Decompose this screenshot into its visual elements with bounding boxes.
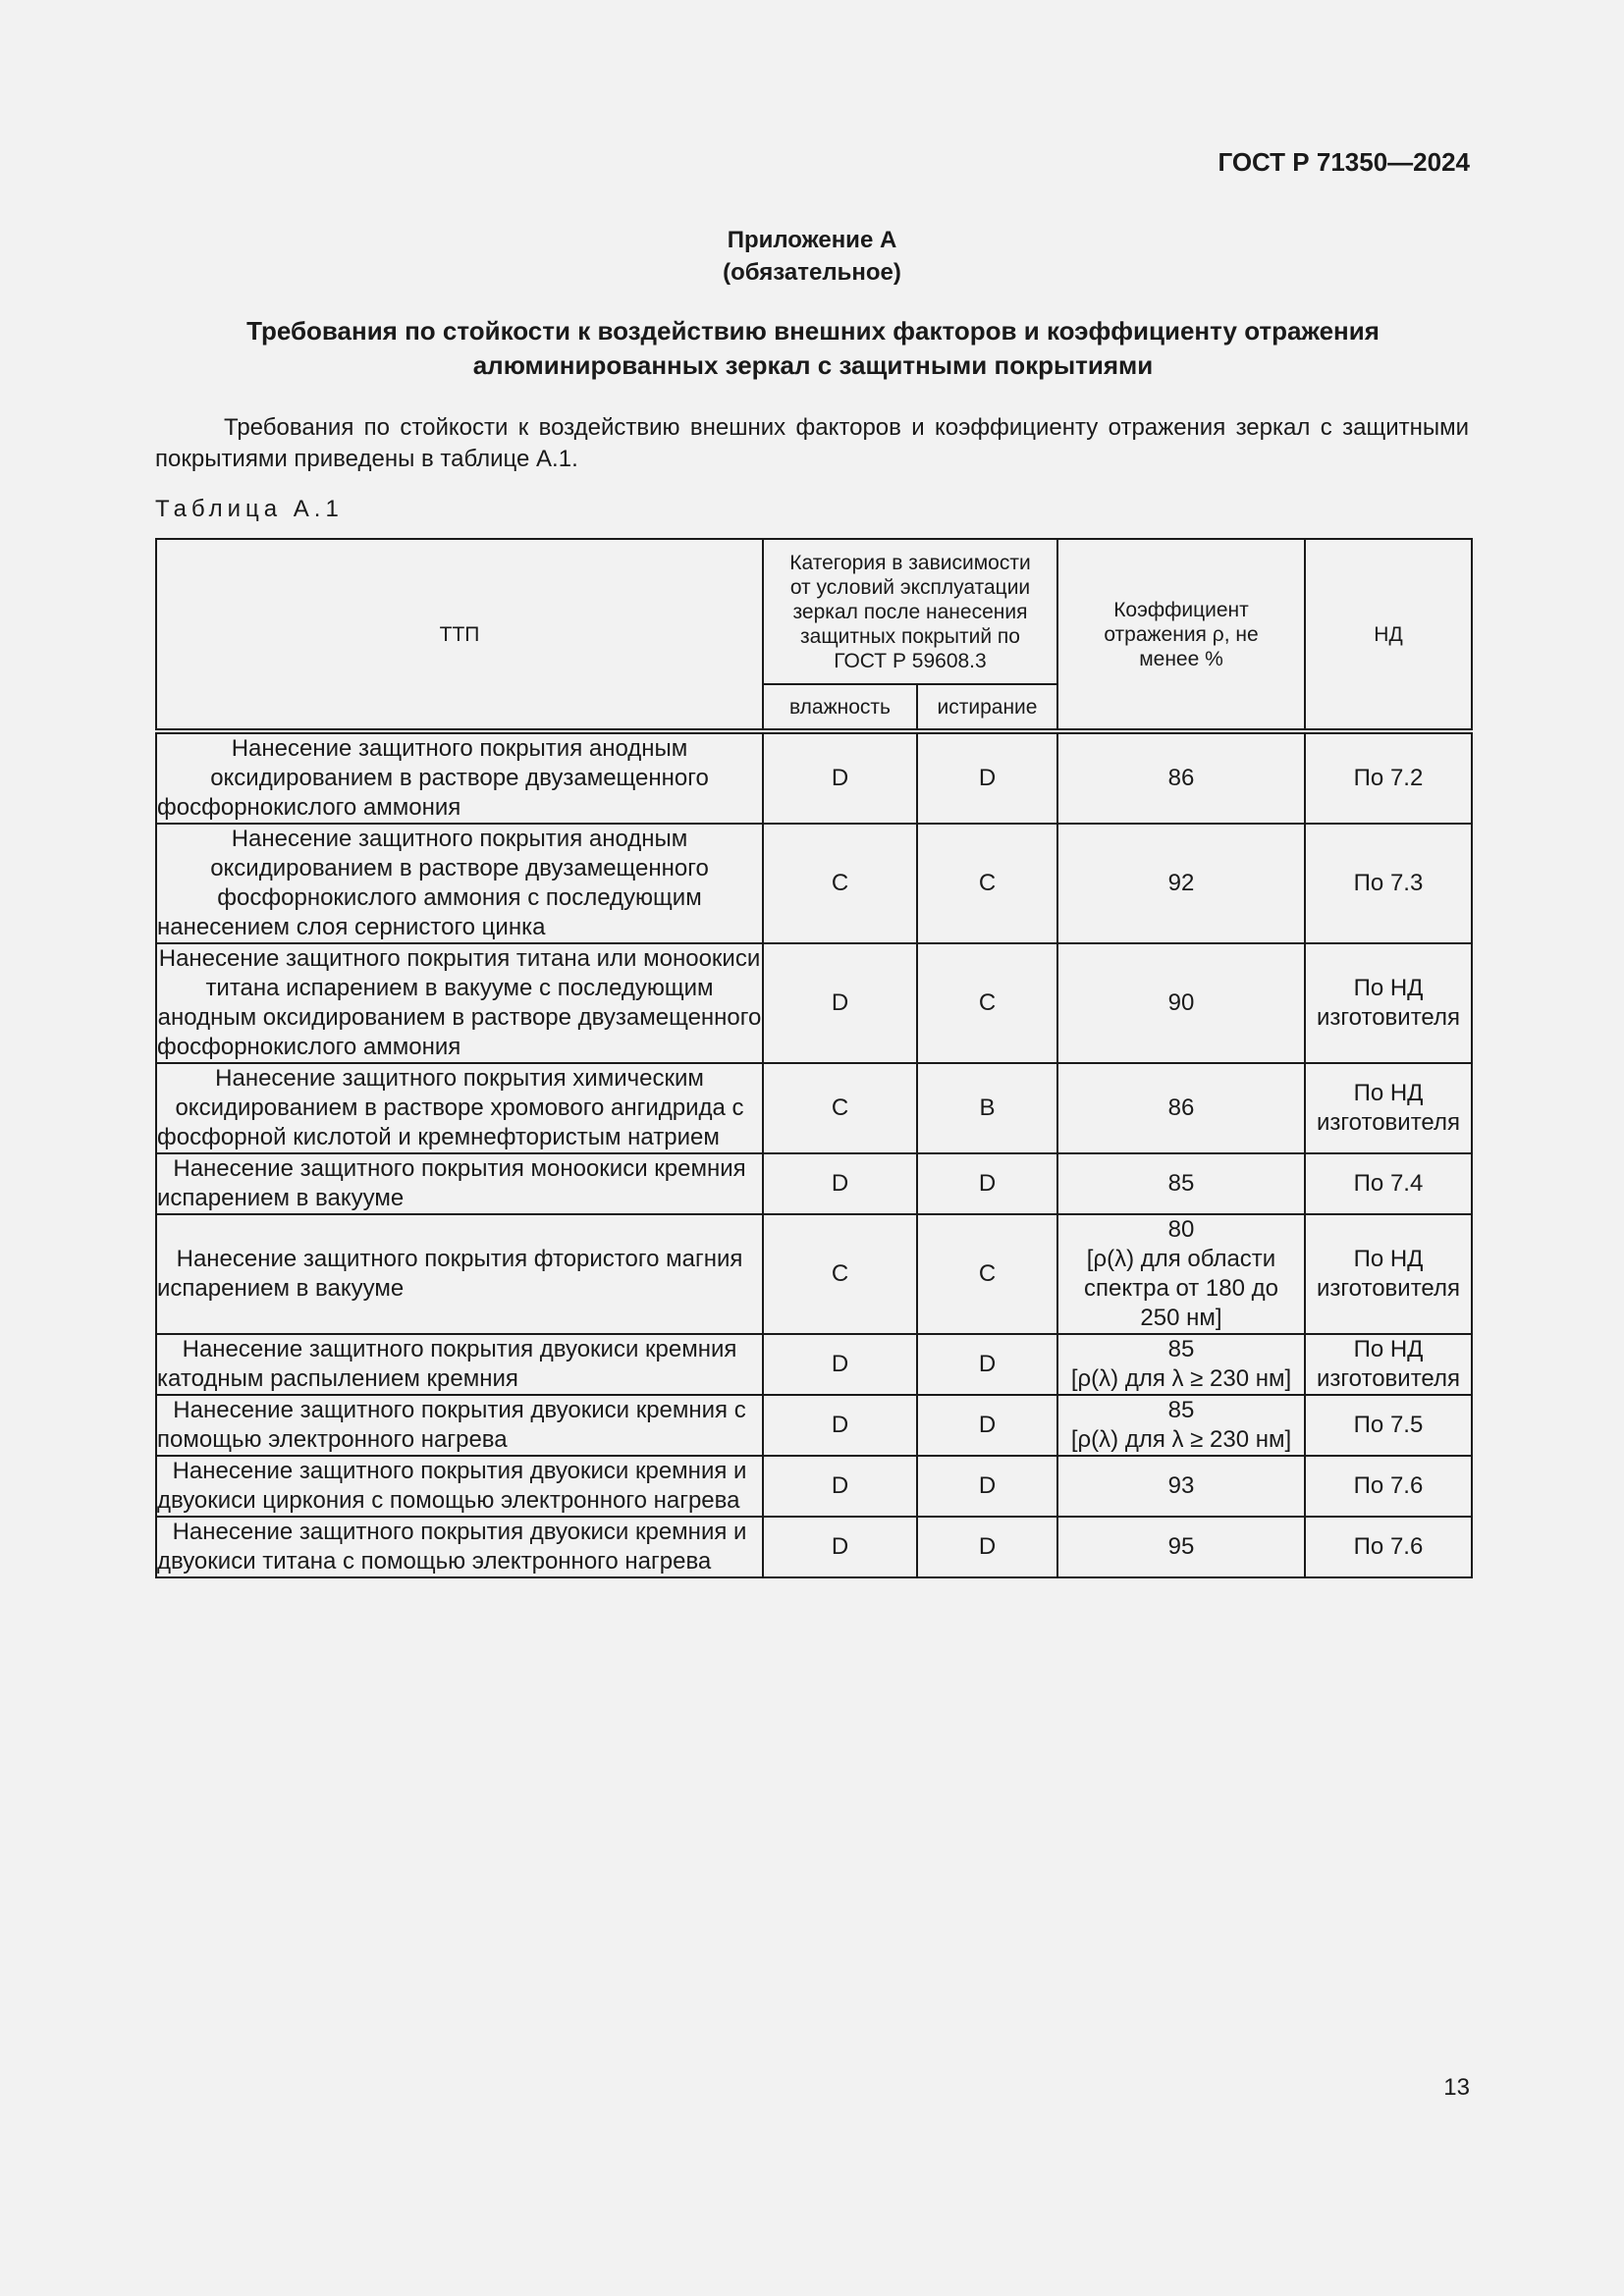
header-humidity: влажность <box>763 684 917 731</box>
table-row <box>156 731 1472 824</box>
title-line-2: алюминированных зеркал с защитными покрытиями <box>472 350 1154 380</box>
table-row <box>156 1456 1472 1517</box>
coefficient-value: 86 <box>1167 765 1195 791</box>
cell-coefficient <box>1057 1456 1305 1517</box>
cell-ttp: Нанесение защитного покрытия фтористого магния испарением в вакууме <box>156 1214 763 1334</box>
table-row <box>156 824 1472 943</box>
header-ttp: ТТП <box>156 539 763 731</box>
cell-humidity: С <box>763 824 917 943</box>
cell-abrasion: С <box>917 824 1057 943</box>
intro-paragraph: Требования по стойкости к воздействию внешних факторов и коэффициенту отражения зеркал с защитными покрытиями приведены в таблице А.1. <box>155 414 1469 472</box>
page-number: 13 <box>1443 2074 1470 2101</box>
cell-nd: По НД изготовителя <box>1305 1063 1472 1153</box>
coefficient-value: 85 <box>1167 1397 1195 1423</box>
table-caption: Таблица А.1 <box>155 496 344 522</box>
cell-abrasion: С <box>917 943 1057 1063</box>
coefficient-value: 86 <box>1167 1095 1195 1121</box>
cell-coefficient <box>1057 824 1305 943</box>
table-row <box>156 1214 1472 1334</box>
header-category: Категория в зависимости от условий эксплуатации зеркал после нанесения защитных покрытий по ГОСТ Р 59608.3 <box>763 539 1057 684</box>
cell-ttp: Нанесение защитного покрытия химическим оксидированием в растворе хромового ангидрида с фосфорной кислотой и кремнефтористым натрием <box>156 1063 763 1153</box>
cell-humidity: D <box>763 943 917 1063</box>
cell-humidity: D <box>763 1456 917 1517</box>
cell-ttp: Нанесение защитного покрытия титана или моноокиси титана испарением в вакууме с последующим анодным оксидированием в растворе двузамещенного фосфорнокислого аммония <box>156 943 763 1063</box>
table-row <box>156 1153 1472 1214</box>
cell-coefficient <box>1057 731 1305 824</box>
cell-humidity: D <box>763 1153 917 1214</box>
cell-nd: По НД изготовителя <box>1305 1334 1472 1395</box>
cell-abrasion: D <box>917 1395 1057 1456</box>
cell-coefficient <box>1057 943 1305 1063</box>
cell-abrasion: D <box>917 731 1057 824</box>
table-body <box>156 731 1472 1577</box>
cell-humidity: D <box>763 1517 917 1577</box>
cell-nd: По НД изготовителя <box>1305 1214 1472 1334</box>
cell-coefficient <box>1057 1214 1305 1334</box>
table-row <box>156 943 1472 1063</box>
cell-abrasion: D <box>917 1153 1057 1214</box>
cell-coefficient <box>1057 1063 1305 1153</box>
header-coefficient: Коэффициент отражения ρ, не менее % <box>1057 539 1305 731</box>
coefficient-note: [ρ(λ) для области спектра от 180 до 250 нм] <box>1083 1246 1278 1331</box>
coefficient-value: 90 <box>1167 989 1195 1016</box>
cell-ttp: Нанесение защитного покрытия анодным оксидированием в растворе двузамещенного фосфорнокислого аммония <box>156 731 763 824</box>
coefficient-value: 85 <box>1167 1336 1195 1362</box>
cell-nd: По 7.2 <box>1305 731 1472 824</box>
coefficient-value: 80 <box>1167 1216 1195 1243</box>
coefficient-value: 85 <box>1167 1170 1195 1197</box>
table-row <box>156 1063 1472 1153</box>
cell-nd: По 7.6 <box>1305 1517 1472 1577</box>
table-row <box>156 1334 1472 1395</box>
cell-abrasion: D <box>917 1517 1057 1577</box>
cell-ttp: Нанесение защитного покрытия двуокиси кремния и двуокиси титана с помощью электронного нагрева <box>156 1517 763 1577</box>
coefficient-value: 93 <box>1167 1472 1195 1499</box>
table-header <box>156 539 1472 731</box>
cell-ttp: Нанесение защитного покрытия анодным оксидированием в растворе двузамещенного фосфорнокислого аммония с последующим нанесением слоя сернистого цинка <box>156 824 763 943</box>
coefficient-note: [ρ(λ) для λ ≥ 230 нм] <box>1070 1426 1292 1453</box>
cell-abrasion: С <box>917 1214 1057 1334</box>
cell-humidity: С <box>763 1063 917 1153</box>
coefficient-value: 95 <box>1167 1533 1195 1560</box>
requirements-table <box>155 538 1473 1578</box>
cell-abrasion: D <box>917 1456 1057 1517</box>
cell-ttp: Нанесение защитного покрытия двуокиси кремния с помощью электронного нагрева <box>156 1395 763 1456</box>
cell-ttp: Нанесение защитного покрытия моноокиси кремния испарением в вакууме <box>156 1153 763 1214</box>
cell-nd: По 7.6 <box>1305 1456 1472 1517</box>
cell-humidity: D <box>763 731 917 824</box>
cell-nd: По НД изготовителя <box>1305 943 1472 1063</box>
coefficient-value: 92 <box>1167 870 1195 896</box>
header-abrasion: истирание <box>917 684 1057 731</box>
table-row <box>156 1517 1472 1577</box>
annex-status: (обязательное) <box>723 259 901 286</box>
page-title <box>155 314 1471 383</box>
cell-ttp: Нанесение защитного покрытия двуокиси кремния и двуокиси циркония с помощью электронного нагрева <box>156 1456 763 1517</box>
annex-heading <box>0 224 1624 289</box>
cell-humidity: D <box>763 1334 917 1395</box>
standard-code: ГОСТ Р 71350—2024 <box>1218 147 1470 177</box>
annex-label: Приложение А <box>727 227 897 253</box>
coefficient-note: [ρ(λ) для λ ≥ 230 нм] <box>1070 1365 1292 1392</box>
cell-coefficient <box>1057 1153 1305 1214</box>
table-row <box>156 1395 1472 1456</box>
cell-coefficient <box>1057 1395 1305 1456</box>
title-line-1: Требования по стойкости к воздействию внешних факторов и коэффициенту отражения <box>246 316 1380 346</box>
cell-humidity: С <box>763 1214 917 1334</box>
cell-ttp: Нанесение защитного покрытия двуокиси кремния катодным распылением кремния <box>156 1334 763 1395</box>
cell-nd: По 7.5 <box>1305 1395 1472 1456</box>
cell-coefficient <box>1057 1517 1305 1577</box>
cell-nd: По 7.4 <box>1305 1153 1472 1214</box>
cell-abrasion: В <box>917 1063 1057 1153</box>
header-nd: НД <box>1305 539 1472 731</box>
cell-abrasion: D <box>917 1334 1057 1395</box>
cell-coefficient <box>1057 1334 1305 1395</box>
cell-nd: По 7.3 <box>1305 824 1472 943</box>
cell-humidity: D <box>763 1395 917 1456</box>
